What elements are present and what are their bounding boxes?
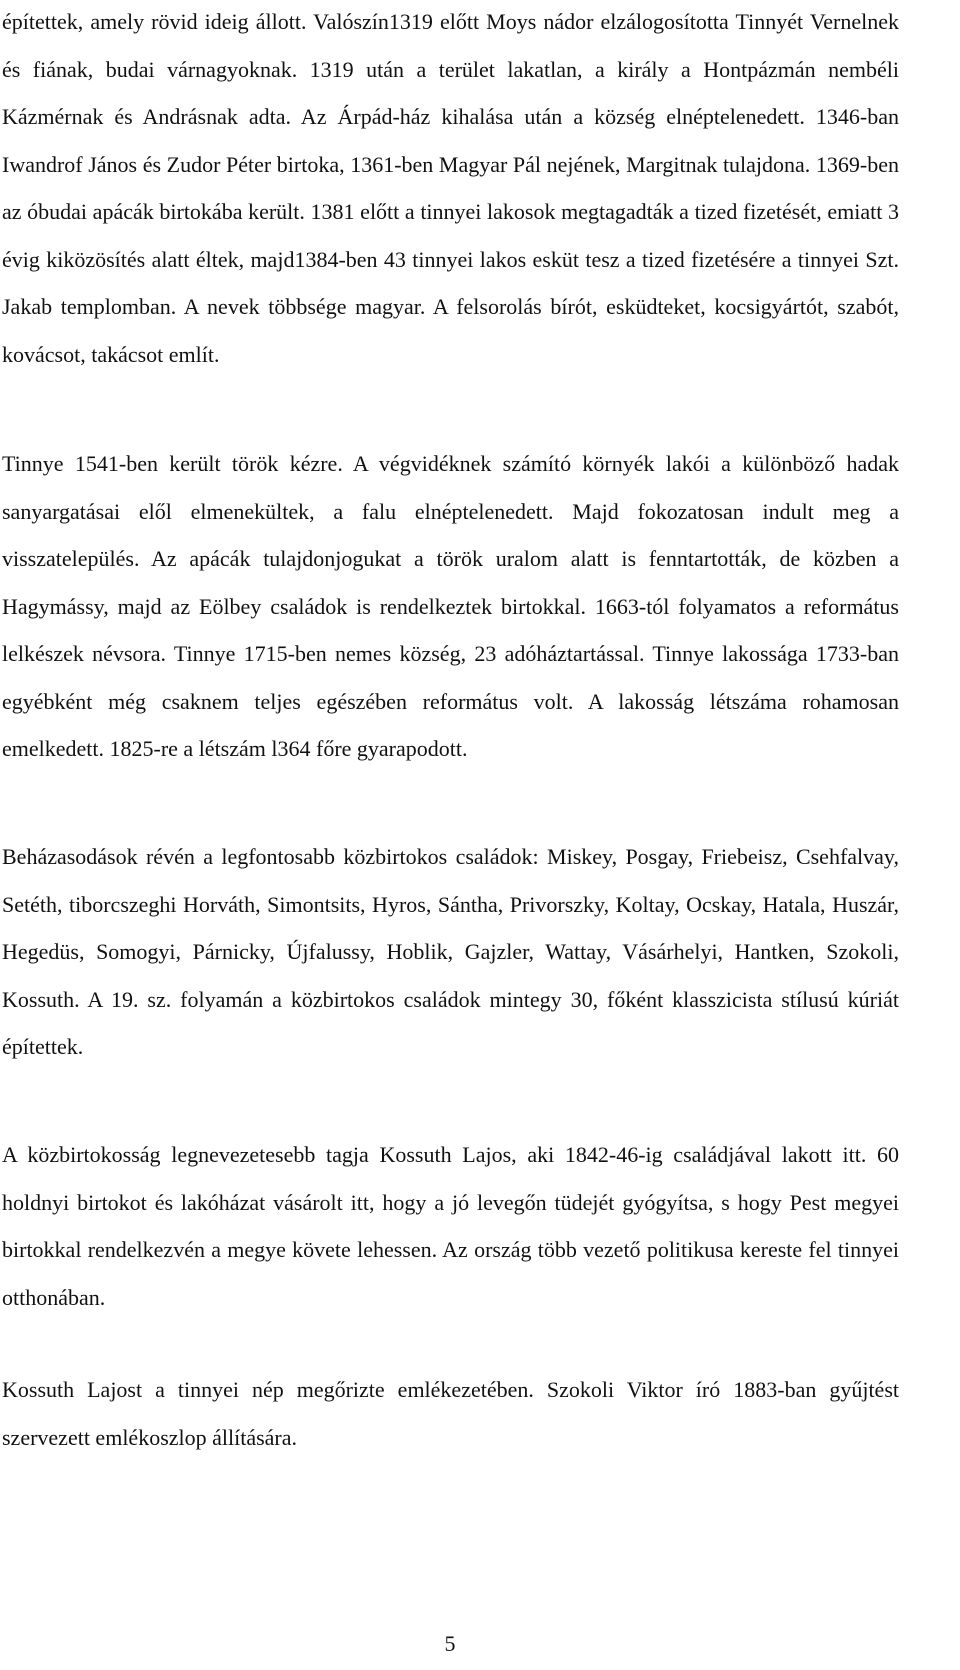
page-number: 5 [444,1631,456,1656]
paragraph-block-2 [2,440,899,773]
paragraph-block-1 [2,0,899,378]
paragraph-memorial: Kossuth Lajost a tinnyei nép megőrizte emlékezetében. Szokoli Viktor író 1883-ban gyűjtést szervezett emlékoszlop állítására. [2,1377,899,1450]
paragraph-kossuth-lajos: A közbirtokosság legnevezetesebb tagja Kossuth Lajos, aki 1842-46-ig családjával lakott itt. 60 holdnyi birtokot és lakóházat vásárolt itt, hogy a jó levegőn tüdejét gyógyítsa, s hogy Pest megyei birtokkal rendelkezvén a megye követe lehessen. Az ország több vezető politikusa kereste fel tinnyei otthonában. [2,1142,899,1310]
paragraph-history-medieval: építettek, amely rövid ideig állott. Valószín1319 előtt Moys nádor elzálogosította Tinnyét Vernelnek és fiának, budai várnagyoknak. 1319 után a terület lakatlan, a király a Hontpázmán nembéli Kázmérnak és Andrásnak adta. Az Árpád-ház kihalása után a község elnéptelenedett. 1346-ban Iwandrof János és Zudor Péter birtoka, 1361-ben Magyar Pál nejének, Margitnak tulajdona. 1369-ben az óbudai apácák birtokába került. 1381 előtt a tinnyei lakosok megtagadták a tized fizetését, emiatt 3 évig kiközösítés alatt éltek, majd1384-ben 43 tinnyei lakos esküt tesz a tized fizetésére a tinnyei Szt. Jakab templomban. A nevek többsége magyar. A felsorolás bírót, esküdteket, kocsigyártót, szabót, kovácsot, takácsot említ. [2,9,899,367]
paragraph-block-4 [2,1131,899,1321]
paragraph-block-3 [2,833,899,1071]
paragraph-landowner-families: Beházasodások révén a legfontosabb közbirtokos családok: Miskey, Posgay, Friebeisz, Csehfalvay, Setéth, tiborcszeghi Horváth, Simontsits, Hyros, Sántha, Privorszky, Koltay, Ocskay, Hatala, Huszár, Hegedüs, Somogyi, Párnicky, Újfalussy, Hoblik, Gajzler, Wattay, Vásárhelyi, Hantken, Szokoli, Kossuth. A 19. sz. folyamán a közbirtokos családok mintegy 30, főként klasszicista stílusú kúriát építettek. [2,844,899,1059]
paragraph-ottoman-era: Tinnye 1541-ben került török kézre. A végvidéknek számító környék lakói a különböző hadak sanyargatásai elől elmenekültek, a falu elnéptelenedett. Majd fokozatosan indult meg a visszatelepülés. Az apácák tulajdonjogukat a török uralom alatt is fenntartották, de közben a Hagymássy, majd az Eölbey családok is rendelkeztek birtokkal. 1663-tól folyamatos a református lelkészek névsora. Tinnye 1715-ben nemes község, 23 adóháztartással. Tinnye lakossága 1733-ban egyébként még csaknem teljes egészében református volt. A lakosság létszáma rohamosan emelkedett. 1825-re a létszám l364 főre gyarapodott. [2,451,899,761]
paragraph-block-5 [2,1366,899,1461]
